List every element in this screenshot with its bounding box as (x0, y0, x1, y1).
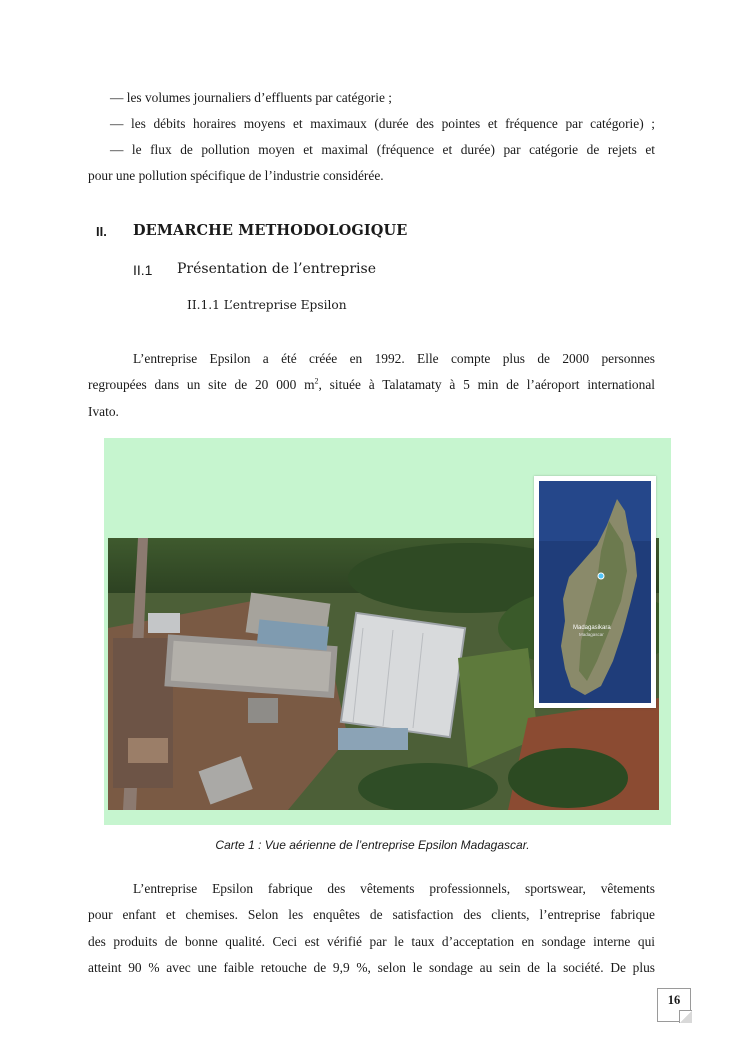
page-number: 16 (667, 993, 681, 1007)
para1-line2-text-b: , située à Talatamaty à 5 min de l’aéroport international (318, 377, 655, 392)
subsection-number: II.1 (133, 262, 153, 278)
subsection-title: Présentation de l’entreprise (177, 261, 376, 277)
para2-line1: L’entreprise Epsilon fabrique des vêtements professionnels, sportswear, vêtements (133, 881, 655, 896)
superscript-2: 2 (314, 376, 319, 386)
section-number: II. (96, 224, 107, 239)
page-curl-icon (679, 1010, 692, 1023)
figure-caption: Carte 1 : Vue aérienne de l’entreprise Epsilon Madagascar. (215, 838, 530, 852)
subsubsection-title: II.1.1 L’entreprise Epsilon (187, 298, 347, 312)
madagascar-inset-map (534, 476, 656, 708)
para2-line3: des produits de bonne qualité. Ceci est vérifié par le taux d’acceptation en sondage interne qui (88, 934, 655, 949)
para1-line2-text-a: regroupées dans un site de 20 000 m (88, 377, 315, 392)
para2-line2: pour enfant et chemises. Selon les enquêtes de satisfaction des clients, l’entreprise fabrique (88, 907, 655, 922)
para1-line3: Ivato. (88, 404, 119, 419)
section-title: DEMARCHE METHODOLOGIQUE (133, 222, 408, 239)
inset-sublabel: Madagascar (579, 632, 604, 637)
para2-line4: atteint 90 % avec une faible retouche de 9,9 %, selon le sondage au sein de la société. De plus (88, 960, 655, 975)
bullet-hourly-flows: — les débits horaires moyens et maximaux (durée des pointes et fréquence par catégorie) ; (110, 116, 655, 131)
bullet-continuation: pour une pollution spécifique de l’industrie considérée. (88, 168, 384, 183)
para1-line2 (88, 377, 655, 393)
inset-label: Madagasikara (573, 625, 611, 631)
para1-line1: L’entreprise Epsilon a été créée en 1992. Elle compte plus de 2000 personnes (133, 351, 655, 366)
bullet-daily-volumes: — les volumes journaliers d’effluents par catégorie ; (110, 90, 392, 105)
aerial-map-figure (104, 438, 671, 825)
bullet-pollution-flux: — le flux de pollution moyen et maximal (fréquence et durée) par catégorie de rejets et (110, 142, 655, 157)
